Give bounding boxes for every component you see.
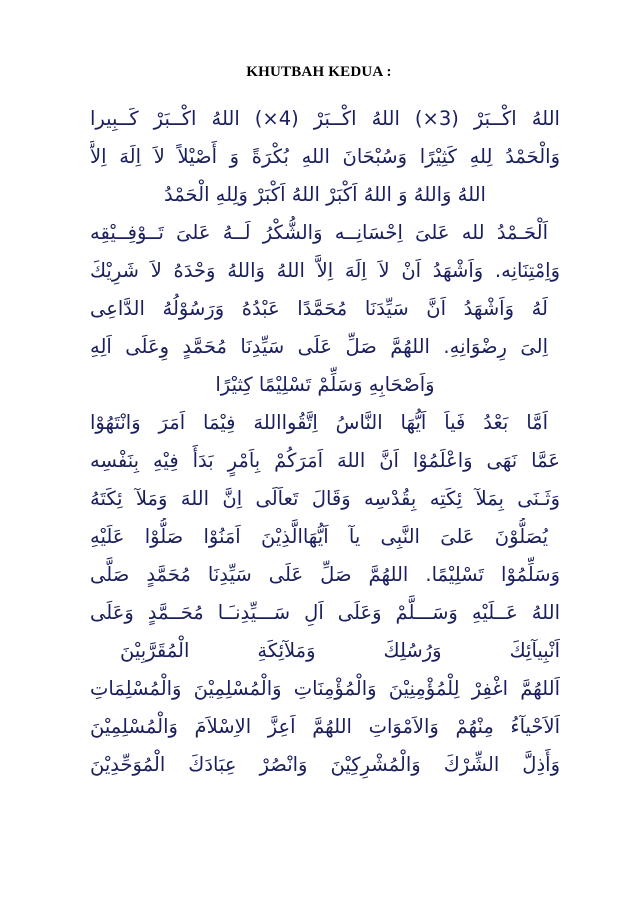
- text-line: عَمَّا نَهَى وَاعْلَمُوْا اَنَّ اللهَ اَمَرَكُمْ بِاَمْرٍ بَدَأَ فِيْهِ بِنَفْسِه: [90, 449, 560, 472]
- text-line: وَاَصْحَابِهِ وَسَلِّمْ تَسْلِيْمًا كِثيْرًا: [215, 373, 435, 396]
- text-line: وَأَذِلَّ الشِّرْكَ وَالْمُشْرِكِيْنَ وَانْصُرْ عِبَادَكَ الْمُوَحِّدِيْنَ: [90, 753, 560, 776]
- text-line: اَللهُمَّ اغْفِرْ لِلْمُؤْمِنِيْنَ وَالْمُؤْمِنَاتِ وَالْمُسْلِمِيْنَ وَالْمُسْلِمَاتِ: [90, 677, 560, 700]
- text-line: اَنْبِيآئِكَ وَرُسُلِكَ وَمَلآئِكَةِ الْمُقَرَّبِيْنَ: [120, 639, 560, 662]
- page-title: KHUTBAH KEDUA :: [246, 64, 392, 80]
- khutbah-text: [90, 100, 560, 784]
- text-line: اللهُ اكْــبَرْ (3×) اللهُ اكْــبَرْ (4×) اللهُ اكْــبَرْ كَــبِيرا: [90, 107, 560, 130]
- text-line: اَلاَحْيآءُ مِنْهُمْ وَالاَمْوَاتِ اللهُمَّ اَعِزَّ الاِسْلاَمَ وَالْمُسْلِمِيْنَ: [90, 715, 560, 738]
- text-line: اِلىَ رِضْوَانِهِ. اللهُمَّ صَلِّ عَلَى سَيِّدِنَا مُحَمَّدٍ وِعَلَى اَلِهِ: [90, 335, 548, 358]
- text-line: وَالْحَمْدُ لِلهِ كَثِيْرًا وَسُبْحَانَ اللهِ بُكْرَةً وَ أَصْيْلاً لاَ اِلَهَ اِلاَّ: [90, 145, 560, 168]
- text-line: لَهُ وَاَشْهَدُ اَنَّ سَيِّدَنَا مُحَمَّدًا عَبْدُهُ وَرَسُوْلُهُ الدَّاعِى: [90, 297, 548, 320]
- text-line: اللهُ وَاللهُ وَ اللهُ اَكْبَرْ اللهُ اَكْبَرْ وَلِلهِ الْحَمْدُ: [164, 183, 486, 206]
- text-line: اَمَّا بَعْدُ فَياَ اَيُّهَا النَّاسُ اِتَّقُوااللهَ فِيْمَا اَمَرَ وَانْتَهُوْا: [90, 411, 548, 434]
- text-line: وَسَلِّمُوْا تَسْلِيْمًا. اللهُمَّ صَلِّ عَلَى سَيِّدِنَا مُحَمَّدٍ صَلَّى: [90, 563, 560, 586]
- text-line: وَاِمْتِنَانِه. وَاَشْهَدُ اَنْ لاَ اِلَهَ اِلاَّ اللهُ وَاللهُ وَحْدَهُ لاَ شَرِيْكَ: [90, 259, 560, 282]
- text-line: اللهُ عَــلَيْهِ وَسَـــلَّمْ وَعَلَى اَلِ سَـــيِّدِنـَـا مُحَــمَّدٍ وَعَلَى: [90, 601, 560, 624]
- text-line: اَلْحَـمْدُ لله عَلىَ اِحْسَانِــه وَالشُّكْرُ لَــهُ عَلىَ تَــوْفِــيْقِه: [90, 221, 548, 244]
- text-line: يُصَلُّوْنَ عَلىَ النَّبِى يآ اَيُّهَاالَّذِيْنَ اَمَنُوْا صَلُّوْا عَلَيْهِ: [90, 525, 548, 548]
- text-line: وَثَـنَى بِمَلآ ئِكَتِه بِقُدْسِه وَقَالَ تَعاَلَى اِنَّ اللهَ وَمَلآ ئِكَتَهُ: [90, 487, 560, 510]
